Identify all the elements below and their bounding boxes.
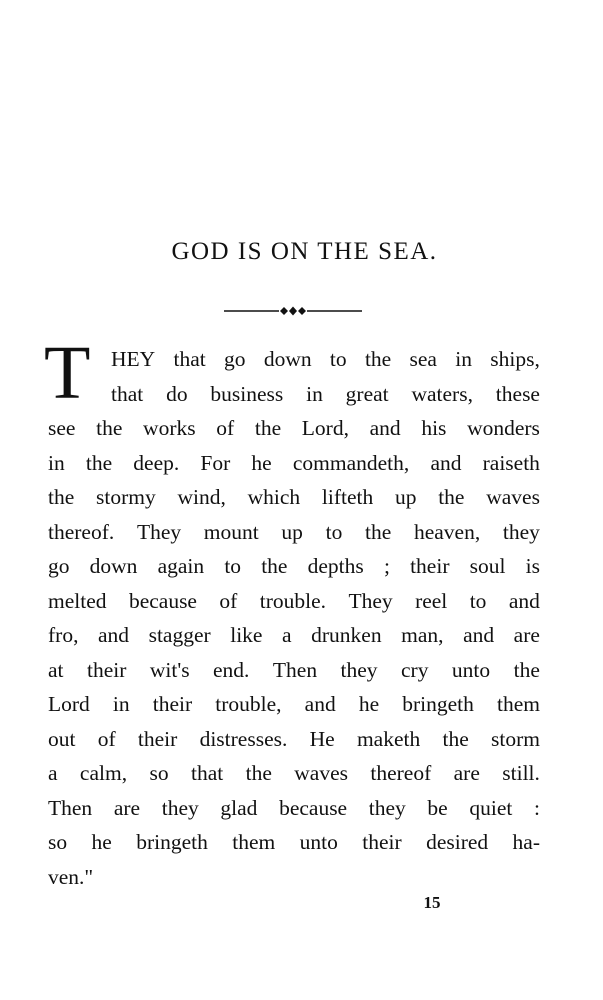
scripture-passage bbox=[48, 342, 540, 894]
text-line: Lord in their trouble, and he bringeth them bbox=[48, 692, 540, 716]
page-title: GOD IS ON THE SEA. bbox=[171, 238, 438, 265]
text-line: go down again to the depths ; their soul is bbox=[48, 554, 540, 578]
text-line: a calm, so that the waves thereof are still. bbox=[48, 761, 540, 785]
text-line: melted because of trouble. They reel to and bbox=[48, 588, 540, 613]
text-line: the stormy wind, which lifteth up the waves bbox=[48, 485, 540, 509]
text-line: thereof. They mount up to the heaven, they bbox=[48, 519, 540, 544]
text-line: so he bringeth them unto their desired ha- bbox=[48, 830, 540, 854]
text-line: at their wit's end. Then they cry unto the bbox=[48, 657, 540, 682]
drop-cap-letter: T bbox=[44, 331, 91, 415]
text-line: out of their distresses. He maketh the storm bbox=[48, 726, 540, 751]
text-line: ven." bbox=[48, 864, 94, 889]
page-number: 15 bbox=[423, 893, 441, 912]
text-line: that do business in great waters, these bbox=[111, 381, 540, 406]
text-line: in the deep. For he commandeth, and raiseth bbox=[48, 450, 540, 475]
text-line: see the works of the Lord, and his wonders bbox=[48, 416, 540, 440]
text-line: Then are they glad because they be quiet : bbox=[48, 795, 540, 820]
text-line: fro, and stagger like a drunken man, and are bbox=[48, 623, 540, 647]
text-line: HEY that go down to the sea in ships, bbox=[111, 347, 540, 371]
diamond-rule-ornament-icon bbox=[224, 303, 362, 319]
